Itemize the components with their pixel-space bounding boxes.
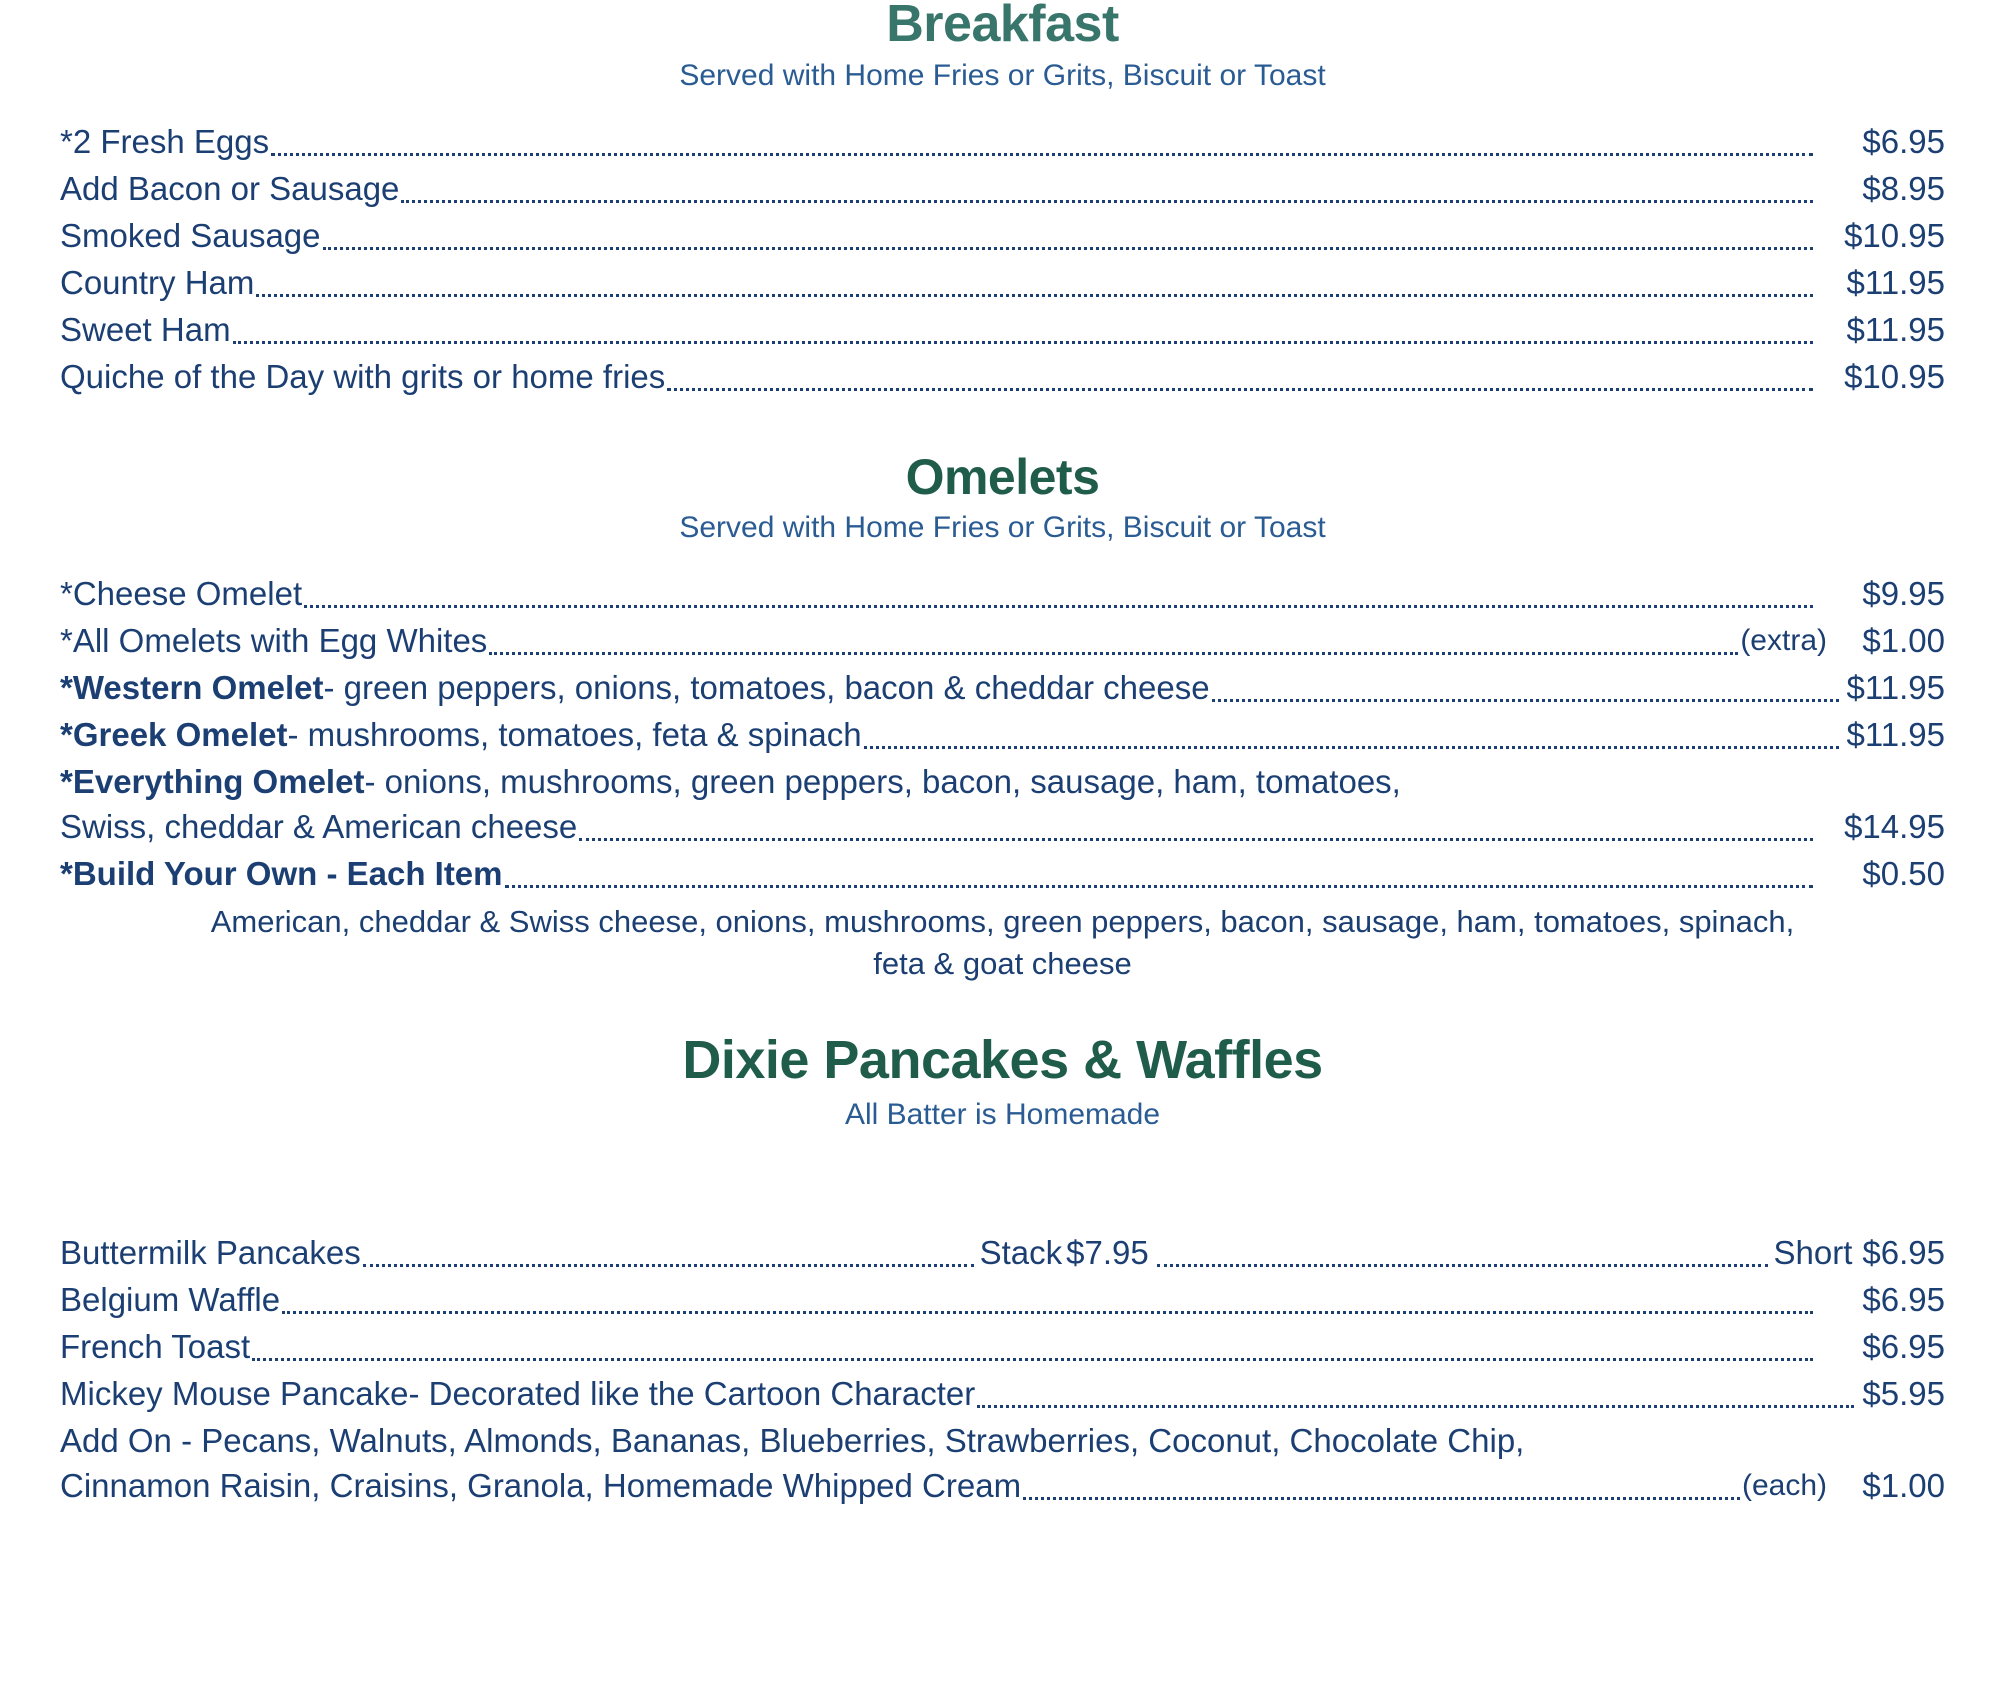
item-name: French Toast bbox=[60, 1328, 251, 1365]
dot-leader bbox=[864, 746, 1839, 749]
item-size-label-stack: Stack bbox=[979, 1234, 1063, 1271]
item-description-continued: Cinnamon Raisin, Craisins, Granola, Homemade Whipped Cream bbox=[60, 1467, 1022, 1504]
item-price: $11.95 bbox=[1846, 311, 1945, 348]
dot-leader bbox=[233, 341, 1813, 344]
omelets-footnote: American, cheddar & Swiss cheese, onions, mushrooms, green peppers, bacon, sausage, ham, tomatoes, spinach, feta & goat cheese bbox=[210, 904, 1795, 981]
item-note: (extra) bbox=[1740, 624, 1827, 657]
menu-item bbox=[60, 1323, 1945, 1370]
item-price: $1.00 bbox=[1862, 1467, 1945, 1504]
item-price: $11.95 bbox=[1846, 669, 1945, 706]
item-price: $10.95 bbox=[1844, 358, 1945, 395]
item-note: (each) bbox=[1741, 1469, 1827, 1502]
item-price: $6.95 bbox=[1862, 123, 1945, 160]
menu-item bbox=[60, 664, 1945, 711]
item-name: Buttermilk Pancakes bbox=[60, 1234, 361, 1271]
item-name: Belgium Waffle bbox=[60, 1281, 281, 1318]
item-price: $6.95 bbox=[1862, 1328, 1945, 1365]
item-description-continued: Swiss, cheddar & American cheese bbox=[60, 808, 578, 845]
dot-leader bbox=[1157, 1264, 1768, 1267]
item-price: $1.00 bbox=[1862, 622, 1945, 659]
menu-item bbox=[60, 306, 1945, 353]
menu-item bbox=[60, 711, 1945, 758]
menu-item bbox=[60, 212, 1945, 259]
section-subtitle-dixie: All Batter is Homemade bbox=[844, 1098, 1161, 1131]
item-name: Country Ham bbox=[60, 264, 255, 301]
menu-item bbox=[60, 118, 1945, 165]
menu-list-omelets bbox=[60, 570, 1945, 897]
menu-item bbox=[60, 850, 1945, 897]
item-price: $10.95 bbox=[1844, 217, 1945, 254]
dot-leader bbox=[401, 200, 1813, 203]
item-price: $14.95 bbox=[1844, 808, 1945, 845]
dot-leader bbox=[252, 1358, 1813, 1361]
dot-leader bbox=[1023, 1497, 1740, 1500]
item-name: *Cheese Omelet bbox=[60, 575, 303, 612]
item-price: $0.50 bbox=[1862, 855, 1945, 892]
item-price: $11.95 bbox=[1846, 716, 1945, 753]
dot-leader bbox=[271, 153, 1813, 156]
dot-leader bbox=[977, 1405, 1854, 1408]
item-name: Add On - Pecans, Walnuts, Almonds, Bananas, Blueberries, Strawberries, Coconut, Chocolate Chip, bbox=[60, 1422, 1525, 1459]
item-description: - onions, mushrooms, green peppers, bacon, sausage, ham, tomatoes, bbox=[364, 763, 1401, 800]
item-name: Mickey Mouse Pancake bbox=[60, 1375, 409, 1412]
menu-item bbox=[60, 1276, 1945, 1323]
menu-item bbox=[60, 165, 1945, 212]
item-name: Add Bacon or Sausage bbox=[60, 170, 400, 207]
item-name: Smoked Sausage bbox=[60, 217, 321, 254]
item-price-short: $6.95 bbox=[1862, 1234, 1945, 1271]
menu-item bbox=[60, 617, 1945, 664]
dot-leader bbox=[505, 885, 1813, 888]
section-title-omelets: Omelets bbox=[905, 449, 1100, 505]
item-name: *Western Omelet bbox=[60, 669, 324, 706]
item-name: *Build Your Own - Each Item bbox=[60, 855, 503, 892]
item-name: *All Omelets with Egg Whites bbox=[60, 622, 488, 659]
menu-item bbox=[60, 758, 1945, 805]
item-name: *Greek Omelet bbox=[60, 716, 288, 753]
item-price-stack: $7.95 bbox=[1066, 1234, 1149, 1271]
section-title-dixie: Dixie Pancakes & Waffles bbox=[682, 1030, 1323, 1090]
dot-leader bbox=[489, 652, 1738, 655]
item-description: - Decorated like the Cartoon Character bbox=[408, 1375, 976, 1412]
menu-item bbox=[60, 353, 1945, 400]
item-price: $5.95 bbox=[1862, 1375, 1945, 1412]
menu-list-breakfast bbox=[60, 118, 1945, 400]
dot-leader bbox=[579, 838, 1813, 841]
menu-item bbox=[60, 1229, 1945, 1276]
section-subtitle-breakfast: Served with Home Fries or Grits, Biscuit or Toast bbox=[679, 59, 1326, 92]
item-name: Sweet Ham bbox=[60, 311, 231, 348]
item-price: $8.95 bbox=[1862, 170, 1945, 207]
item-description: - green peppers, onions, tomatoes, bacon & cheddar cheese bbox=[323, 669, 1210, 706]
menu-item bbox=[60, 259, 1945, 306]
item-name: *2 Fresh Eggs bbox=[60, 123, 270, 160]
dot-leader bbox=[667, 388, 1813, 391]
item-price: $11.95 bbox=[1846, 264, 1945, 301]
dot-leader bbox=[282, 1311, 1813, 1314]
dot-leader bbox=[1212, 699, 1839, 702]
dot-leader bbox=[323, 247, 1813, 250]
item-name: *Everything Omelet bbox=[60, 763, 365, 800]
menu-list-dixie bbox=[60, 1229, 1945, 1509]
section-title-breakfast: Breakfast bbox=[886, 0, 1119, 53]
menu-item bbox=[60, 1370, 1945, 1417]
dot-leader bbox=[256, 294, 1813, 297]
item-description: - mushrooms, tomatoes, feta & spinach bbox=[287, 716, 862, 753]
menu-item-continuation bbox=[60, 803, 1945, 850]
section-subtitle-omelets: Served with Home Fries or Grits, Biscuit or Toast bbox=[679, 511, 1326, 544]
menu-item bbox=[60, 570, 1945, 617]
item-size-label-short: Short bbox=[1773, 1234, 1853, 1271]
item-price: $6.95 bbox=[1862, 1281, 1945, 1318]
dot-leader bbox=[304, 605, 1813, 608]
dot-leader bbox=[363, 1264, 974, 1267]
item-name: Quiche of the Day with grits or home fries bbox=[60, 358, 666, 395]
menu-item bbox=[60, 1417, 1945, 1464]
menu-item-continuation bbox=[60, 1462, 1945, 1509]
item-price: $9.95 bbox=[1862, 575, 1945, 612]
